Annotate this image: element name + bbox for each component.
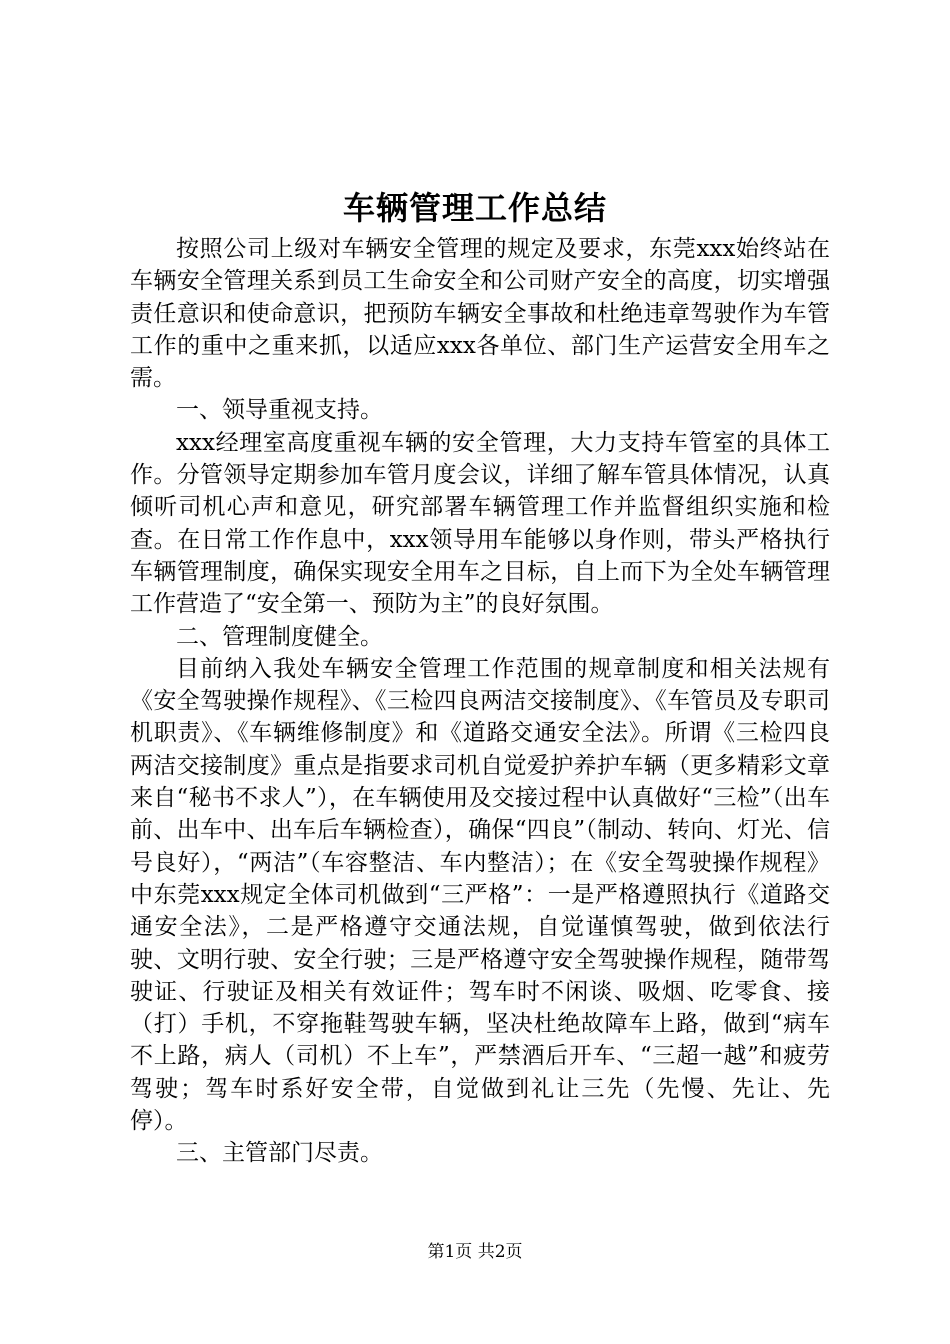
section-heading-3: 三、主管部门尽责。 (176, 1140, 383, 1167)
document-body (130, 233, 830, 1170)
paragraph-section-1: xxx经理室高度重视车辆的安全管理，大力支持车管室的具体工作。分管领导定期参加车管月度会议，详细了解车管具体情况，认真倾听司机心声和意见，研究部署车辆管理工作并监督组织实施和检查。在日常工作作息中，xxx领导用车能够以身作则，带头严格执行车辆管理制度，确保实现安全用车之目标，自上而下为全处车辆管理工作营造了“安全第一、预防为主”的良好氛围。 (130, 429, 830, 618)
paragraph-intro: 按照公司上级对车辆安全管理的规定及要求，东莞xxx始终站在车辆安全管理关系到员工生命安全和公司财产安全的高度，切实增强责任意识和使命意识，把预防车辆安全事故和杜绝违章驾驶作为车管工作的重中之重来抓，以适应xxx各单位、部门生产运营安全用车之需。 (130, 236, 830, 392)
section-heading-2: 二、管理制度健全。 (176, 623, 383, 650)
page-number-footer: 第1页 共2页 (427, 1242, 523, 1262)
paragraph-section-2: 目前纳入我处车辆安全管理工作范围的规章制度和相关法规有《安全驾驶操作规程》、《三检四良两洁交接制度》、《车管员及专职司机职责》、《车辆维修制度》和《道路交通安全法》。所谓《三检四良两洁交接制度》重点是指要求司机自觉爱护养护车辆（更多精彩文章来自“秘书不求人”），在车辆使用及交接过程中认真做好“三检”（出车前、出车中、出车后车辆检查），确保“四良”（制动、转向、灯光、信号良好），“两洁”（车容整洁、车内整洁）；在《安全驾驶操作规程》中东莞xxx规定全体司机做到“三严格”：一是严格遵照执行《道路交通安全法》，二是严格遵守交通法规，自觉谨慎驾驶，做到依法行驶、文明行驶、安全行驶；三是严格遵守安全驾驶操作规程，随带驾驶证、行驶证及相关有效证件；驾车时不闲谈、吸烟、吃零食、接（打）手机，不穿拖鞋驾驶车辆，坚决杜绝故障车上路，做到“病车不上路，病人（司机）不上车”，严禁酒后开车、“三超一越”和疲劳驾驶；驾车时系好安全带，自觉做到礼让三先（先慢、先让、先停）。 (130, 655, 830, 1135)
document-title: 车辆管理工作总结 (342, 189, 607, 227)
section-heading-1: 一、领导重视支持。 (176, 397, 383, 424)
